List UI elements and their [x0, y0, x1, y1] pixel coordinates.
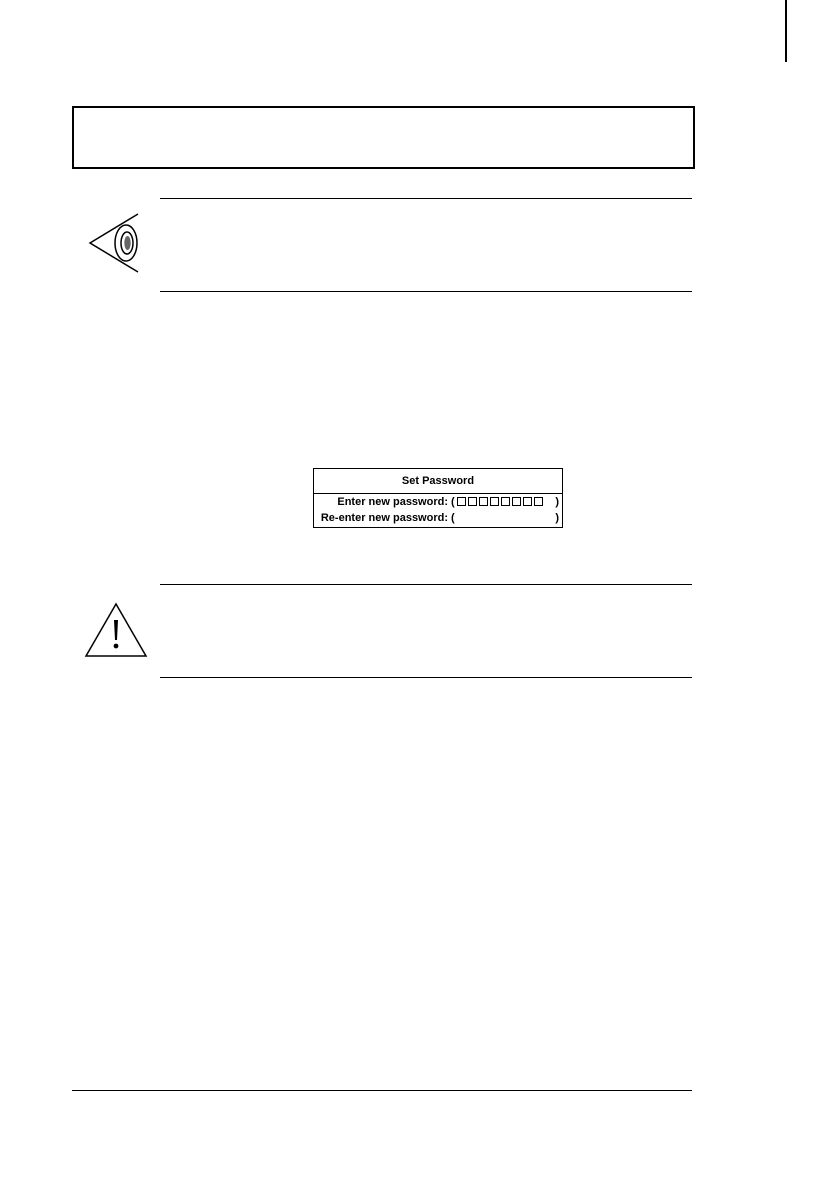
set-password-dialog [313, 468, 563, 528]
caution-top-rule [160, 584, 692, 585]
eye-icon [86, 212, 142, 274]
warning-triangle-icon [84, 602, 148, 658]
password-mask-char [534, 497, 543, 506]
dialog-title: Set Password [314, 469, 562, 494]
footer-rule [72, 1090, 692, 1091]
password-mask-char [490, 497, 499, 506]
section-header-box [72, 106, 695, 169]
enter-password-label: Enter new password: [337, 496, 448, 508]
password-mask-char [457, 497, 466, 506]
reenter-password-row: Re-enter new password: ( ) [320, 512, 559, 524]
enter-password-row: Enter new password: ( ) [337, 496, 559, 508]
password-mask-char [512, 497, 521, 506]
note-bottom-rule [160, 291, 692, 292]
password-mask-char [523, 497, 532, 506]
password-mask [457, 497, 543, 506]
password-mask-char [479, 497, 488, 506]
note-top-rule [160, 198, 692, 199]
password-mask-char [468, 497, 477, 506]
page-corner-line [785, 0, 787, 62]
password-mask-char [501, 497, 510, 506]
reenter-password-label: Re-enter new password: [320, 512, 448, 524]
caution-bottom-rule [160, 677, 692, 678]
